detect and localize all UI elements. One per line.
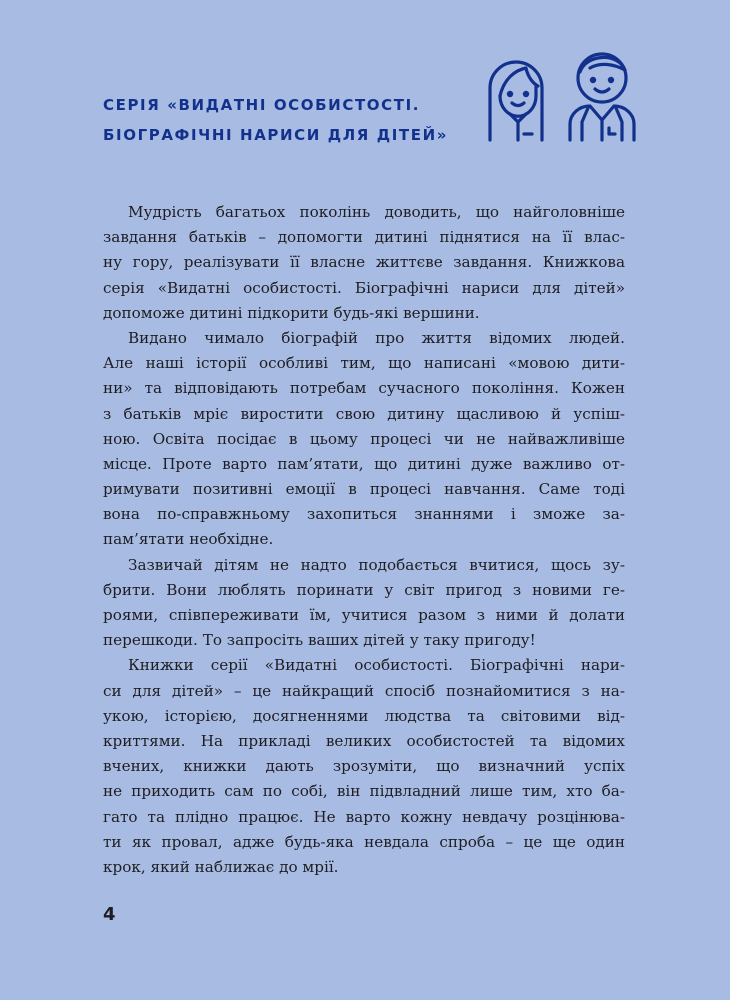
children-girl-boy-icon bbox=[482, 48, 638, 144]
text-line: гато та плідно працює. Не варто кожну невдачу розцінюва- bbox=[103, 807, 625, 826]
series-heading-line: СЕРІЯ «ВИДАТНІ ОСОБИСТОСТІ. bbox=[103, 96, 421, 114]
body-text bbox=[103, 200, 625, 880]
text-line: місце. Проте варто пам’ятати, що дитині дуже важливо от- bbox=[103, 454, 625, 473]
series-heading-line: БІОГРАФІЧНІ НАРИСИ ДЛЯ ДІТЕЙ» bbox=[103, 126, 449, 144]
text-line: з батьків мріє виростити свою дитину щасливою й успіш- bbox=[103, 404, 625, 423]
paragraph bbox=[103, 553, 625, 654]
text-line: серія «Видатні особистості. Біографічні нариси для дітей» bbox=[103, 278, 625, 297]
text-line: вона по-справжньому захопиться знаннями і зможе за- bbox=[103, 505, 625, 524]
text-line: не приходить сам по собі, він підвладний лише тим, хто ба- bbox=[103, 782, 625, 801]
page-number: 4 bbox=[103, 904, 116, 925]
text-line: Видано чимало біографій про життя відомих людей. bbox=[128, 328, 625, 347]
text-line: ни» та відповідають потребам сучасного покоління. Кожен bbox=[103, 379, 625, 398]
text-line: Мудрість багатьох поколінь доводить, що найголовніше bbox=[128, 203, 625, 221]
text-line: криттями. На прикладі великих особистостей та відомих bbox=[103, 731, 625, 750]
text-line: Книжки серії «Видатні особистості. Біографічні нари- bbox=[128, 656, 625, 675]
text-line: перешкоди. То запросіть ваших дітей у таку пригоду! bbox=[103, 631, 536, 650]
text-line: ну гору, реалізувати її власне життєве завдання. Книжкова bbox=[103, 253, 625, 272]
series-heading bbox=[103, 90, 448, 150]
text-line: укою, історією, досягненнями людства та світовими від- bbox=[103, 706, 625, 725]
text-line: римувати позитивні емоції в процесі навчання. Саме тоді bbox=[103, 480, 625, 499]
text-line: брити. Вони люблять поринати у світ пригод з новими ге- bbox=[103, 580, 625, 599]
text-line: крок, який наближає до мрії. bbox=[103, 857, 339, 876]
paragraph bbox=[103, 653, 625, 880]
text-line: вчених, книжки дають зрозуміти, що визначний успіх bbox=[103, 757, 625, 776]
text-line: ною. Освіта посідає в цьому процесі чи не найважливіше bbox=[103, 429, 625, 448]
text-line: роями, співпереживати їм, учитися разом з ними й долати bbox=[103, 606, 625, 624]
text-line: Але наші історії особливі тим, що написані «мовою дити- bbox=[103, 354, 625, 373]
text-line: допоможе дитині підкорити будь-які вершини. bbox=[103, 303, 480, 322]
paragraph bbox=[103, 200, 625, 326]
paragraph bbox=[103, 326, 625, 553]
text-line: завдання батьків – допомогти дитині піднятися на її влас- bbox=[103, 228, 625, 247]
text-line: ти як провал, адже будь-яка невдала спроба – це ще один bbox=[103, 832, 625, 851]
text-line: Зазвичай дітям не надто подобається вчитися, щось зу- bbox=[128, 555, 625, 574]
text-line: пам’ятати необхідне. bbox=[103, 530, 274, 549]
text-line: си для дітей» – це найкращий спосіб познайомитися з на- bbox=[103, 681, 625, 700]
